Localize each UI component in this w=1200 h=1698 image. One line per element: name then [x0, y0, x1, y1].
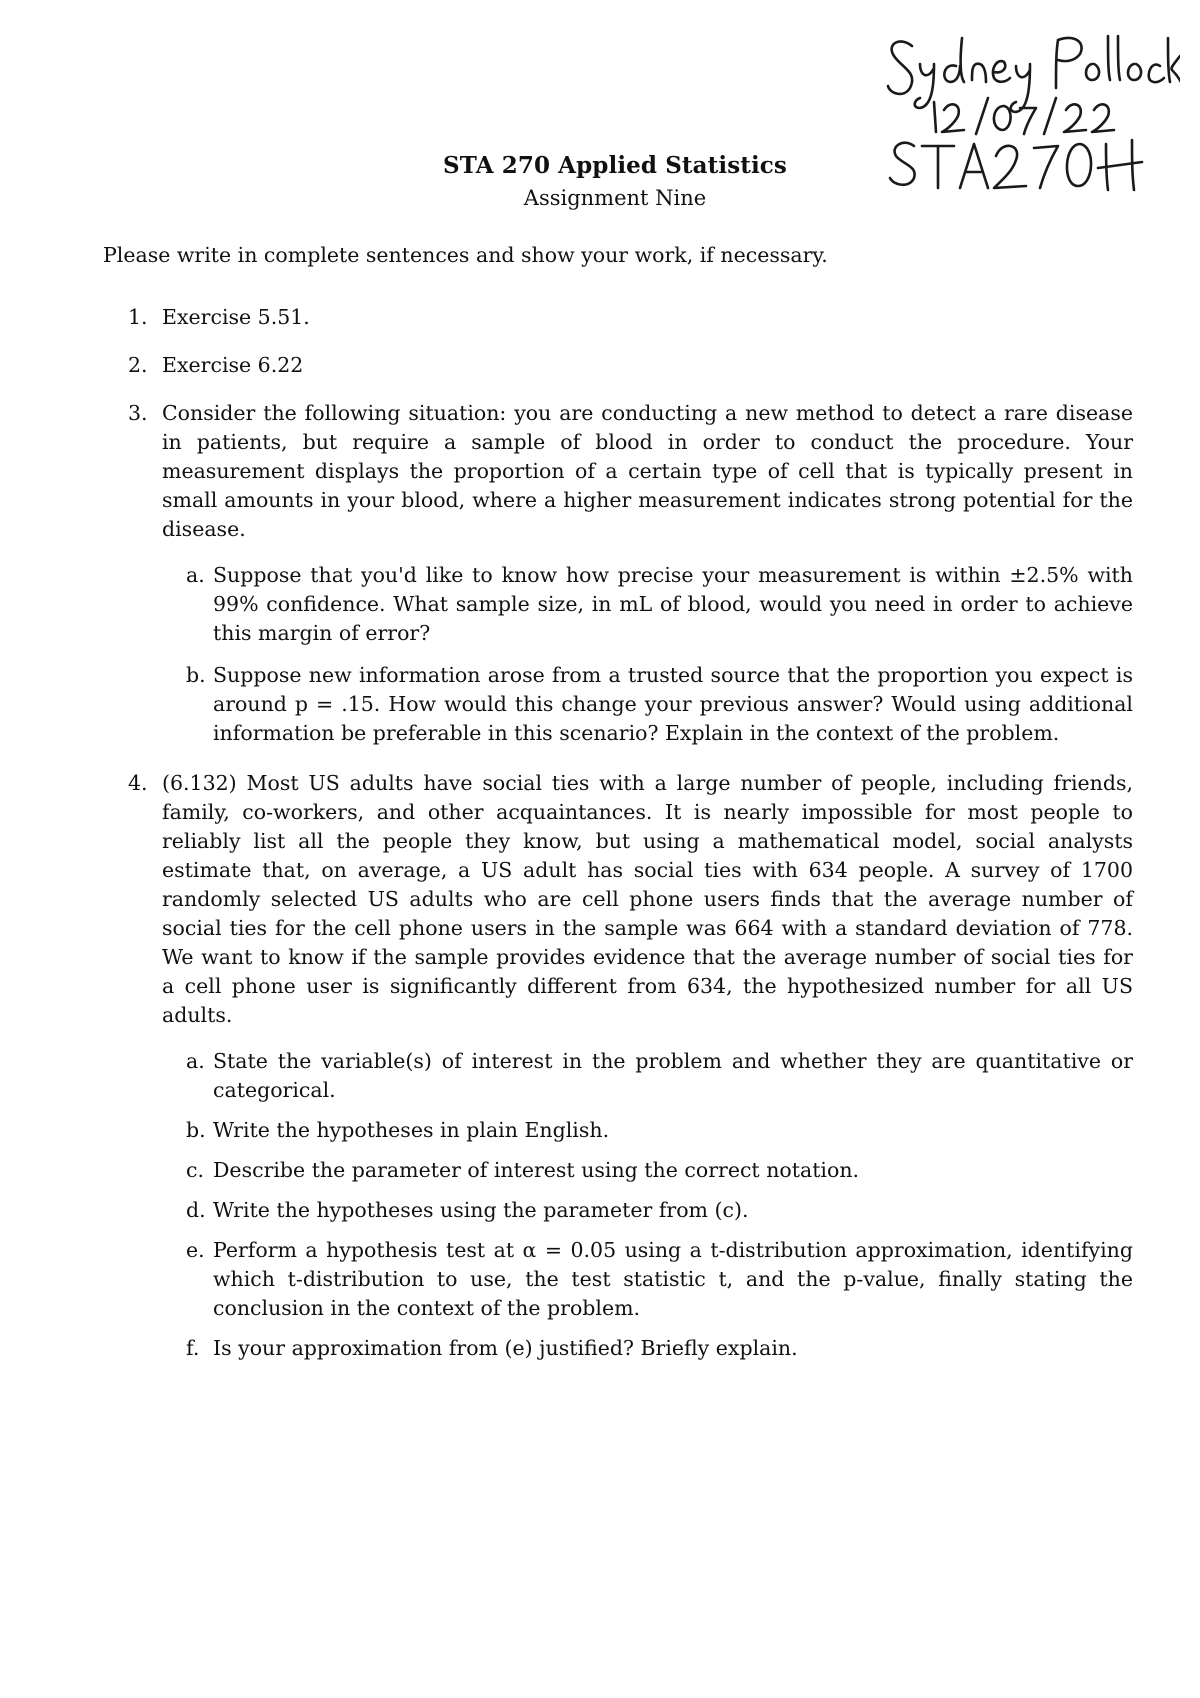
subpart-letter: a. — [186, 1049, 205, 1073]
subpart-text: Describe the parameter of interest using the correct notation. — [213, 1158, 860, 1182]
question-number: 4. — [128, 771, 148, 795]
subpart-letter: b. — [186, 663, 206, 687]
document-title: STA 270 Applied Statistics — [443, 152, 787, 179]
subpart-c — [162, 1156, 1133, 1185]
subpart-text: Perform a hypothesis test at α = 0.05 using a t-distribution approximation, identifying which t-distribution to use, the test statistic t, and the p-value, finally stating the conclusion in the context of the problem. — [213, 1238, 1133, 1320]
subpart-letter: d. — [186, 1198, 206, 1222]
question-number: 3. — [128, 401, 148, 425]
subpart-d — [162, 1196, 1133, 1225]
question-number: 2. — [128, 353, 148, 377]
subpart-letter: b. — [186, 1118, 206, 1142]
question-text: Exercise 6.22 — [162, 353, 304, 377]
subpart-text: Is your approximation from (e) justified? Briefly explain. — [213, 1336, 798, 1360]
question-number: 1. — [128, 305, 148, 329]
question-text: Exercise 5.51. — [162, 305, 310, 329]
question-4 — [103, 769, 1133, 1363]
document-subtitle: Assignment Nine — [523, 186, 707, 210]
subpart-text: Suppose new information arose from a trusted source that the proportion you expect is around p = .15. How would this change your previous answer? Would using additional information be preferable in this scenario? Explain in the context of the problem. — [213, 663, 1133, 745]
subpart-letter: a. — [186, 563, 205, 587]
subpart-text: Write the hypotheses in plain English. — [213, 1118, 610, 1142]
subpart-letter: c. — [186, 1158, 204, 1182]
instructions: Please write in complete sentences and show your work, if necessary. — [103, 243, 828, 267]
subpart-list — [162, 1047, 1133, 1363]
subpart-text: Suppose that you'd like to know how precise your measurement is within ±2.5% with 99% confidence. What sample size, in mL of blood, would you need in order to achieve this margin of error? — [213, 563, 1133, 645]
subpart-letter: f. — [186, 1336, 200, 1360]
question-text: (6.132) Most US adults have social ties with a large number of people, including friends, family, co-workers, and other acquaintances. It is nearly impossible for most people to reliably list all the people they know, but using a mathematical model, social analysts estimate that, on average, a US adult has social ties with 634 people. A survey of 1700 randomly selected US adults who are cell phone users finds that the average number of social ties for the cell phone users in the sample was 664 with a standard deviation of 778. We want to know if the sample provides evidence that the average number of social ties for a cell phone user is significantly different from 634, the hypothesized number for all US adults. — [162, 771, 1133, 1027]
subpart-list — [162, 561, 1133, 748]
question-text: Consider the following situation: you are conducting a new method to detect a rare disease in patients, but require a sample of blood in order to conduct the procedure. Your measurement displays the proportion of a certain type of cell that is typically present in small amounts in your blood, where a higher measurement indicates strong potential for the disease. — [162, 401, 1133, 541]
title-block — [0, 150, 1200, 213]
subpart-e — [162, 1236, 1133, 1323]
question-list — [103, 303, 1133, 1382]
subpart-a — [162, 1047, 1133, 1105]
question-2 — [103, 351, 1133, 380]
subpart-b — [162, 661, 1133, 748]
subpart-b — [162, 1116, 1133, 1145]
subpart-a — [162, 561, 1133, 648]
subpart-letter: e. — [186, 1238, 205, 1262]
question-1 — [103, 303, 1133, 332]
subpart-text: State the variable(s) of interest in the problem and whether they are quantitative or categorical. — [213, 1049, 1133, 1102]
question-3 — [103, 399, 1133, 748]
subpart-f — [162, 1334, 1133, 1363]
subpart-text: Write the hypotheses using the parameter from (c). — [213, 1198, 749, 1222]
